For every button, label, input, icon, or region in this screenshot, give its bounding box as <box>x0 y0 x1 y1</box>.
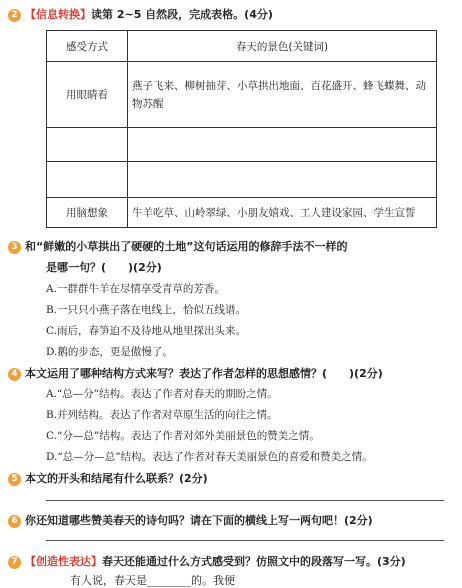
option-d[interactable]: D.鹅的步态，更是傲慢了。 <box>46 346 173 358</box>
question-4 <box>8 365 454 381</box>
answer-cell[interactable] <box>128 162 437 198</box>
table-header: 感受方式 <box>47 31 128 62</box>
question-text: 春天还能通过什么方式感受到？仿照文中的段落写一写。(3分) <box>102 555 406 568</box>
sentence-starter[interactable]: 有人说，春天是________的。我便 <box>70 574 235 587</box>
question-tag: 【创造性表达】 <box>25 555 102 568</box>
question-6 <box>8 512 454 528</box>
option-d[interactable]: D.“总—分—总”结构。表达了作者对春天美丽景色的喜爱和赞美之情。 <box>46 451 373 463</box>
table-cell: 牛羊吃草、山岭翠绿、小朋友嬉戏、工人建设家园、学生宣誓 <box>128 198 437 228</box>
option-c[interactable]: C.雨后，春笋迫不及待地从地里探出头来。 <box>46 325 246 337</box>
question-3 <box>8 238 454 254</box>
question-2 <box>8 6 454 22</box>
option-b[interactable]: B.一只只小燕子落在电线上，恰似五线谱。 <box>46 304 247 316</box>
table-header-row <box>47 31 437 62</box>
table-cell: 燕子飞来、柳树抽芽、小草拱出地面、百花盛开、蜂飞蝶舞、动物苏醒 <box>128 62 437 128</box>
question-text-cont: 是哪一句？( )(2分) <box>46 261 162 274</box>
table-row <box>47 128 437 162</box>
question-number: 3 <box>8 241 21 254</box>
scenery-table <box>46 30 437 228</box>
question-text: 读第 2~5 自然段，完成表格。(4分) <box>91 8 273 21</box>
question-text: 本文的开头和结尾有什么联系？(2分) <box>25 472 208 485</box>
table-row <box>47 62 437 128</box>
table-header: 春天的景色(关键词) <box>128 31 437 62</box>
answer-line[interactable] <box>46 540 444 541</box>
table-cell: 用脑想象 <box>47 198 128 228</box>
answer-line[interactable] <box>46 500 444 501</box>
option-a[interactable]: A.“总—分”结构。表达了作者对春天的期盼之情。 <box>46 388 278 400</box>
question-number: 4 <box>8 368 21 381</box>
question-5 <box>8 470 454 486</box>
question-number: 5 <box>8 473 21 486</box>
answer-cell[interactable] <box>47 162 128 198</box>
question-text: 本文运用了哪种结构方式来写？表达了作者怎样的思想感情？( )(2分) <box>25 367 383 380</box>
question-text: 你还知道哪些赞美春天的诗句吗？请在下面的横线上写一两句吧！(2分) <box>25 514 373 527</box>
question-number: 7 <box>8 556 21 569</box>
table-row <box>47 162 437 198</box>
option-a[interactable]: A.一群群牛羊在尽情享受青草的芳香。 <box>46 283 225 295</box>
option-c[interactable]: C.“分—总”结构。表达了作者对郊外美丽景色的赞美之情。 <box>46 430 320 442</box>
question-7 <box>8 553 454 569</box>
table-row <box>47 198 437 228</box>
answer-cell[interactable] <box>47 128 128 162</box>
table-cell: 用眼睛看 <box>47 62 128 128</box>
answer-cell[interactable] <box>128 128 437 162</box>
question-number: 6 <box>8 515 21 528</box>
option-b[interactable]: B.并列结构。表达了作者对草原生活的向往之情。 <box>46 409 278 421</box>
question-text: 和“鲜嫩的小草拱出了硬硬的土地”这句话运用的修辞手法不一样的 <box>25 240 348 253</box>
question-number: 2 <box>8 9 21 22</box>
question-tag: 【信息转换】 <box>25 8 91 21</box>
